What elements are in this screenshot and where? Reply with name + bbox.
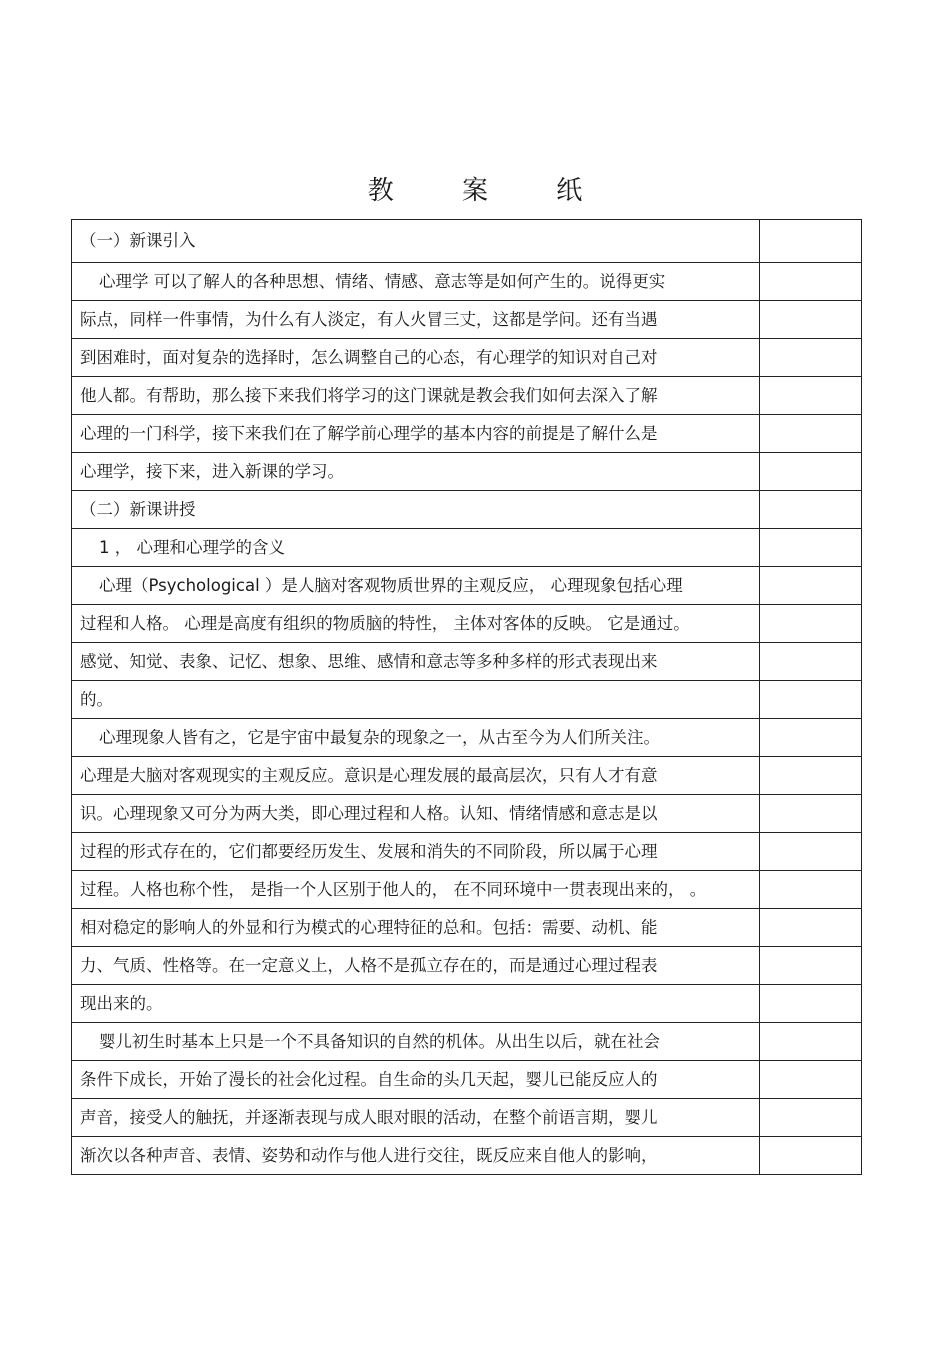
notes-cell [760,529,862,567]
table-row [72,1023,862,1061]
content-cell: （二）新课讲授 [72,491,760,529]
table-row [72,643,862,681]
notes-cell [760,909,862,947]
content-cell: 他人都。有帮助，那么接下来我们将学习的这门课就是教会我们如何去深入了解 [72,377,760,415]
content-cell: 的。 [72,681,760,719]
table-row [72,681,862,719]
table-row [72,1099,862,1137]
page-title: 教 案 纸 [367,176,613,206]
content-cell: 心理（Psychological ）是人脑对客观物质世界的主观反应， 心理现象包括心理 [72,567,760,605]
table-row [72,719,862,757]
table-row [72,377,862,415]
table-row [72,529,862,567]
content-cell: 到困难时，面对复杂的选择时，怎么调整自己的心态，有心理学的知识对自己对 [72,339,760,377]
table-row [72,795,862,833]
content-cell: 条件下成长，开始了漫长的社会化过程。自生命的头几天起，婴儿已能反应人的 [72,1061,760,1099]
table-row [72,453,862,491]
notes-cell [760,947,862,985]
content-cell: 心理的一门科学，接下来我们在了解学前心理学的基本内容的前提是了解什么是 [72,415,760,453]
content-cell: 力、气质、性格等。在一定意义上，人格不是孤立存在的，而是通过心理过程表 [72,947,760,985]
lesson-plan-table [71,219,862,1175]
table-row [72,263,862,301]
table-row [72,301,862,339]
content-cell: 心理学 可以了解人的各种思想、情绪、情感、意志等是如何产生的。说得更实 [72,263,760,301]
notes-cell [760,339,862,377]
content-cell: 感觉、知觉、表象、记忆、想象、思维、感情和意志等多种多样的形式表现出来 [72,643,760,681]
notes-cell [760,681,862,719]
table-row [72,491,862,529]
notes-cell [760,795,862,833]
notes-cell [760,377,862,415]
notes-cell [760,567,862,605]
notes-cell [760,301,862,339]
table-row [72,567,862,605]
table-row [72,871,862,909]
table-row [72,605,862,643]
content-cell: 过程和人格。 心理是高度有组织的物质脑的特性， 主体对客体的反映。 它是通过。 [72,605,760,643]
notes-cell [760,871,862,909]
table-row [72,220,862,263]
notes-cell [760,263,862,301]
content-cell: 心理学，接下来，进入新课的学习。 [72,453,760,491]
table-row [72,415,862,453]
notes-cell [760,491,862,529]
content-cell: 心理是大脑对客观现实的主观反应。意识是心理发展的最高层次，只有人才有意 [72,757,760,795]
notes-cell [760,220,862,263]
content-cell: 过程。人格也称个性， 是指一个人区别于他人的， 在不同环境中一贯表现出来的， 。 [72,871,760,909]
table-row [72,1137,862,1175]
notes-cell [760,1061,862,1099]
notes-cell [760,415,862,453]
notes-cell [760,1099,862,1137]
content-cell: 际点，同样一件事情，为什么有人淡定，有人火冒三丈，这都是学问。还有当遇 [72,301,760,339]
content-cell: 过程的形式存在的，它们都要经历发生、发展和消失的不同阶段，所以属于心理 [72,833,760,871]
content-cell: 心理现象人皆有之，它是宇宙中最复杂的现象之一，从古至今为人们所关注。 [72,719,760,757]
content-cell: 相对稳定的影响人的外显和行为模式的心理特征的总和。包括：需要、动机、能 [72,909,760,947]
content-cell: 1 ， 心理和心理学的含义 [72,529,760,567]
notes-cell [760,833,862,871]
content-cell: 识。心理现象又可分为两大类，即心理过程和人格。认知、情绪情感和意志是以 [72,795,760,833]
notes-cell [760,1023,862,1061]
content-cell: （一）新课引入 [72,220,760,263]
table-row [72,985,862,1023]
notes-cell [760,1137,862,1175]
content-cell: 渐次以各种声音、表情、姿势和动作与他人进行交往，既反应来自他人的影响， [72,1137,760,1175]
content-cell: 婴儿初生时基本上只是一个不具备知识的自然的机体。从出生以后，就在社会 [72,1023,760,1061]
content-cell: 现出来的。 [72,985,760,1023]
notes-cell [760,643,862,681]
notes-cell [760,605,862,643]
notes-cell [760,719,862,757]
notes-cell [760,757,862,795]
notes-cell [760,985,862,1023]
table-row [72,909,862,947]
table-row [72,339,862,377]
lesson-plan-body [72,220,862,1175]
table-row [72,757,862,795]
table-row [72,1061,862,1099]
table-row [72,947,862,985]
notes-cell [760,453,862,491]
table-row [72,833,862,871]
content-cell: 声音，接受人的触抚，并逐渐表现与成人眼对眼的活动，在整个前语言期，婴儿 [72,1099,760,1137]
